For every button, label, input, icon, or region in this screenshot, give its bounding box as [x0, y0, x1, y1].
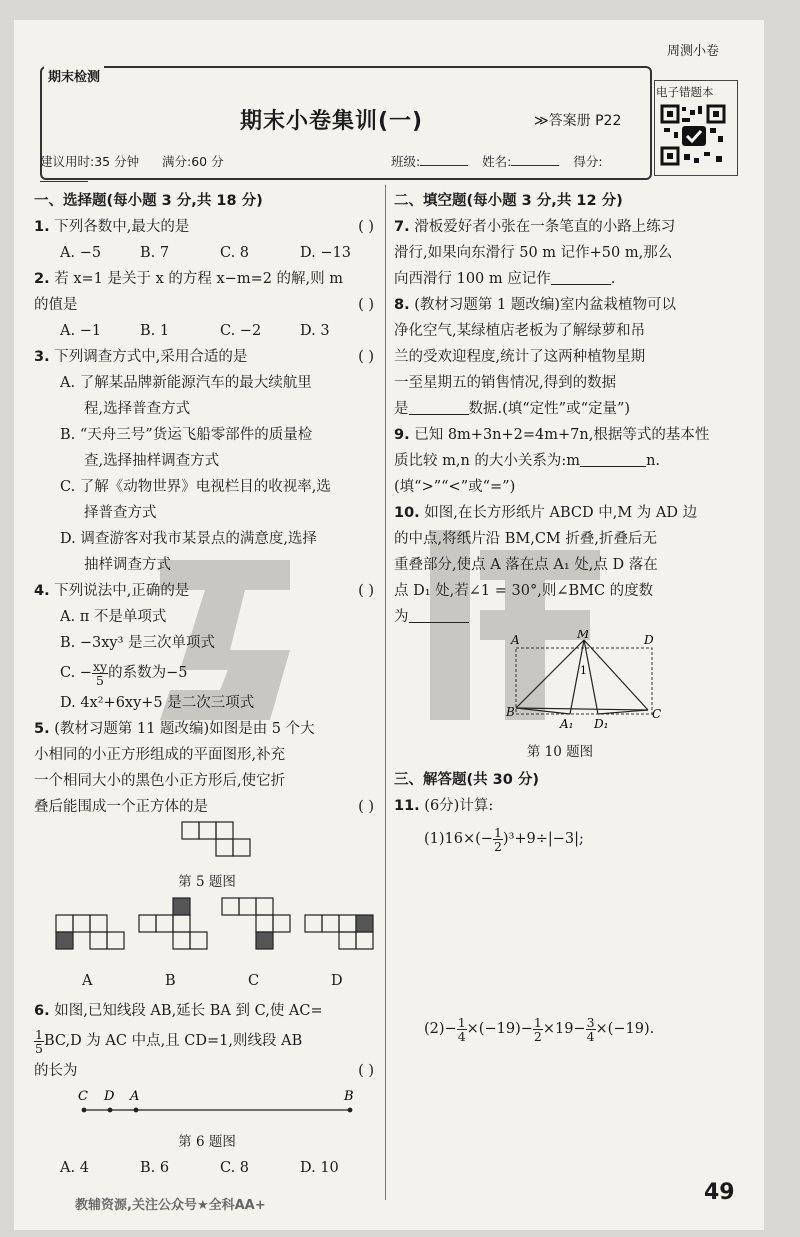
- punctuation: .: [610, 271, 616, 287]
- point-a: A: [511, 633, 520, 647]
- option-c-prefix: C. −: [60, 665, 92, 681]
- question-text: 兰的受欢迎程度,统计了这两种植物星期: [394, 349, 646, 365]
- question-text: 小相同的小正方形组成的平面图形,补充: [34, 747, 286, 763]
- question-text: 滑板爱好者小张在一条笔直的小路上练习: [414, 219, 676, 235]
- question-7-cont: [394, 266, 746, 292]
- question-8-cont: [394, 396, 746, 422]
- denominator: 2: [533, 1028, 542, 1044]
- question-5: [34, 716, 380, 742]
- point-d: D: [104, 1089, 115, 1104]
- answer-blank[interactable]: [409, 608, 469, 623]
- answer-paren[interactable]: ( ): [358, 349, 374, 365]
- figure-caption: 第 10 题图: [526, 744, 594, 760]
- page-title: 期末小卷集训(一): [240, 109, 424, 134]
- qr-label: 电子错题本: [656, 85, 714, 99]
- point-c: C: [652, 707, 662, 721]
- options-q2: [34, 318, 380, 344]
- label-a[interactable]: A: [82, 973, 93, 989]
- question-text: 净化空气,某绿植店老板为了解绿萝和吊: [394, 323, 646, 339]
- expr-text: )³+9÷|−3|;: [502, 831, 584, 847]
- fraction: [34, 1028, 44, 1055]
- question-text: 下列说法中,正确的是: [54, 583, 190, 599]
- numerator: 1: [457, 1014, 466, 1030]
- point-d: D: [644, 633, 654, 647]
- question-number: 3.: [34, 349, 50, 365]
- fraction: [586, 1016, 596, 1043]
- point-m: M: [577, 630, 590, 641]
- answer-paren[interactable]: ( ): [358, 799, 374, 815]
- q5-main-figure: [34, 820, 380, 860]
- point-b: B: [506, 705, 515, 719]
- answer-reference: ≫答案册 P22: [534, 113, 622, 129]
- options-q1: [34, 240, 380, 266]
- question-text: BC,D 为 AC 中点,且 CD=1,则线段 AB: [43, 1033, 303, 1049]
- question-text: 是: [394, 401, 409, 417]
- option-d[interactable]: D. 3: [300, 323, 330, 339]
- question-2: [34, 266, 380, 292]
- question-number: 6.: [34, 1003, 50, 1019]
- figure-caption: 第 5 题图: [178, 874, 236, 890]
- question-number: 11.: [394, 798, 420, 814]
- option-c-suffix: 的系数为−5: [108, 665, 188, 681]
- question-text: (填“>”“<”或“=”): [394, 479, 516, 495]
- option-a[interactable]: A. −5: [60, 245, 102, 261]
- option-d[interactable]: D. −13: [300, 245, 351, 261]
- name-field[interactable]: [511, 165, 559, 166]
- expr-text: (1)16×(−: [424, 831, 493, 847]
- fraction: [92, 660, 108, 687]
- name-label: 姓名:: [482, 154, 512, 169]
- denominator: 5: [35, 1040, 43, 1056]
- question-text: 滑行,如果向东滑行 50 m 记作+50 m,那么: [394, 245, 673, 261]
- fraction: [493, 826, 503, 853]
- q11-part2: [394, 1009, 746, 1049]
- answer-paren[interactable]: ( ): [358, 1063, 374, 1079]
- question-text: 的值是: [34, 297, 78, 313]
- q11-part1: [394, 819, 746, 859]
- class-field[interactable]: [420, 165, 468, 166]
- denominator: 4: [457, 1028, 466, 1044]
- point-a: A: [130, 1089, 140, 1104]
- question-10-cont: [394, 604, 746, 630]
- question-2-cont: [34, 292, 380, 318]
- point-d1: D₁: [594, 717, 609, 730]
- question-9: [394, 422, 746, 448]
- answer-space-1[interactable]: [394, 859, 746, 1009]
- question-text: 质比较 m,n 的大小关系为:m: [394, 453, 581, 469]
- point-c: C: [78, 1089, 88, 1104]
- question-text: (6分)计算:: [424, 798, 494, 814]
- option-b[interactable]: B. 6: [140, 1160, 170, 1176]
- question-number: 8.: [394, 297, 410, 313]
- label-c[interactable]: C: [248, 973, 260, 989]
- fraction: [457, 1016, 467, 1043]
- question-8: [394, 292, 746, 318]
- figure-caption: 第 6 题图: [178, 1134, 236, 1150]
- question-11: [394, 793, 746, 819]
- option-c[interactable]: C. 8: [220, 245, 250, 261]
- question-1: [34, 214, 380, 240]
- left-column: [34, 188, 380, 1181]
- answer-blank[interactable]: [551, 270, 611, 285]
- question-text: 如图,已知线段 AB,延长 BA 到 C,使 AC=: [54, 1003, 323, 1019]
- right-column: [394, 188, 746, 1049]
- question-text: 的中点,将纸片沿 BM,CM 折叠,折叠后无: [394, 531, 657, 547]
- question-number: 1.: [34, 219, 50, 235]
- footer-text: 教辅资源,关注公众号★全科AA+: [75, 1198, 266, 1213]
- answer-paren[interactable]: ( ): [358, 219, 374, 235]
- option-a[interactable]: A. 了解某品牌新能源汽车的最大续航里: [60, 375, 312, 391]
- q5-options-figure: [34, 895, 380, 959]
- denominator: 5: [96, 672, 104, 688]
- options-q6: [34, 1155, 380, 1181]
- question-6-line2: [34, 1024, 380, 1058]
- option-a[interactable]: A. −1: [60, 323, 102, 339]
- score-label: 得分:: [573, 154, 603, 169]
- option-a[interactable]: A. π 不是单项式: [60, 609, 167, 625]
- option-b[interactable]: B. 1: [140, 323, 170, 339]
- question-9-cont: [394, 448, 746, 474]
- question-text: 的长为: [34, 1063, 78, 1079]
- fraction: [533, 1016, 543, 1043]
- option-c[interactable]: [34, 656, 380, 690]
- option-b[interactable]: B. “天舟三号”货运飞船零部件的质量检: [60, 427, 313, 443]
- expr-text: (2)−: [424, 1021, 457, 1037]
- question-number: 10.: [394, 505, 420, 521]
- question-3: [34, 344, 380, 370]
- question-number: 7.: [394, 219, 410, 235]
- meta-line: [40, 152, 648, 185]
- question-text: 一至星期五的销售情况,得到的数据: [394, 375, 617, 391]
- option-a-cont: 程,选择普查方式: [84, 401, 191, 417]
- q10-fold-figure: [394, 630, 746, 730]
- class-label: 班级:: [390, 154, 421, 169]
- point-a1: A₁: [560, 717, 574, 730]
- question-text: 如图,在长方形纸片 ABCD 中,M 为 AD 边: [424, 505, 698, 521]
- option-c[interactable]: C. 了解《动物世界》电视栏目的收视率,选: [60, 479, 331, 495]
- question-text: (教材习题第 1 题改编)室内盆栽植物可以: [414, 297, 676, 313]
- question-text: 叠后能围成一个正方体的是: [34, 799, 208, 815]
- header-tab: 周测小卷: [667, 44, 720, 59]
- label-d[interactable]: D: [331, 973, 343, 989]
- question-10: [394, 500, 746, 526]
- option-c[interactable]: C. 8: [220, 1160, 250, 1176]
- question-text: 下列调查方式中,采用合适的是: [54, 349, 248, 365]
- question-text: 点 D₁ 处,若∠1 = 30°,则∠BMC 的度数: [394, 583, 654, 599]
- denominator: 2: [493, 838, 502, 854]
- question-text: 数据.(填“定性”或“定量”): [468, 401, 631, 417]
- option-b[interactable]: B. 7: [140, 245, 170, 261]
- question-number: 2.: [34, 271, 50, 287]
- numerator: 1: [35, 1026, 43, 1042]
- section-tag: 期末检测: [44, 66, 104, 85]
- question-4: [34, 578, 380, 604]
- question-6-cont: [34, 1058, 380, 1084]
- numerator: xy: [92, 658, 108, 674]
- question-7: [394, 214, 746, 240]
- answer-paren[interactable]: ( ): [358, 583, 374, 599]
- section-choice-title: 一、选择题(每小题 3 分,共 18 分): [34, 193, 263, 209]
- page-number: 49: [704, 1180, 735, 1205]
- question-6: [34, 998, 380, 1024]
- question-text: n.: [646, 453, 661, 469]
- full-score: 满分:60 分: [161, 154, 224, 169]
- option-d-cont: 抽样调查方式: [84, 557, 171, 573]
- answer-blank[interactable]: [580, 452, 646, 467]
- section-solve-title: 三、解答题(共 30 分): [394, 772, 540, 788]
- expr-text: ×(−19).: [595, 1021, 655, 1037]
- expr-text: ×19−: [542, 1021, 586, 1037]
- option-b-cont: 查,选择抽样调查方式: [84, 453, 220, 469]
- numerator: 3: [586, 1014, 595, 1030]
- question-text: (教材习题第 11 题改编)如图是由 5 个大: [54, 721, 315, 737]
- question-5-cont: [34, 794, 380, 820]
- column-divider: [385, 185, 386, 1200]
- question-number: 5.: [34, 721, 50, 737]
- option-d[interactable]: D. 4x²+6xy+5 是二次三项式: [60, 695, 255, 711]
- numerator: 1: [493, 824, 502, 840]
- question-text: 向西滑行 100 m 应记作: [394, 271, 551, 287]
- answer-blank[interactable]: [409, 400, 469, 415]
- question-text: 一个相同大小的黑色小正方形后,使它折: [34, 773, 286, 789]
- option-c-cont: 择普查方式: [84, 505, 157, 521]
- angle-label: 1: [580, 664, 587, 677]
- question-text: 为: [394, 609, 409, 625]
- q6-segment-figure: [34, 1084, 380, 1120]
- expr-text: ×(−19)−: [466, 1021, 533, 1037]
- score-field[interactable]: [40, 181, 88, 182]
- section-fill-title: 二、填空题(每小题 3 分,共 12 分): [394, 193, 623, 209]
- point-b: B: [344, 1089, 354, 1104]
- option-b[interactable]: B. −3xy³ 是三次单项式: [60, 635, 216, 651]
- numerator: 1: [533, 1014, 542, 1030]
- q5-option-labels: [34, 968, 380, 994]
- suggested-time: 建议用时:35 分钟: [40, 154, 140, 169]
- question-number: 4.: [34, 583, 50, 599]
- question-number: 9.: [394, 427, 410, 443]
- question-text: 若 x=1 是关于 x 的方程 x−m=2 的解,则 m: [54, 271, 344, 287]
- option-d[interactable]: D. 10: [300, 1160, 339, 1176]
- answer-paren[interactable]: ( ): [358, 297, 374, 313]
- option-c[interactable]: C. −2: [220, 323, 262, 339]
- label-b[interactable]: B: [165, 973, 176, 989]
- denominator: 4: [586, 1028, 595, 1044]
- option-d[interactable]: D. 调查游客对我市某景点的满意度,选择: [60, 531, 317, 547]
- question-text: 下列各数中,最大的是: [54, 219, 190, 235]
- option-a[interactable]: A. 4: [60, 1160, 89, 1176]
- qr-code-icon[interactable]: [660, 104, 726, 166]
- question-text: 重叠部分,使点 A 落在点 A₁ 处,点 D 落在: [394, 557, 658, 573]
- question-text: 已知 8m+3n+2=4m+7n,根据等式的基本性: [414, 427, 710, 443]
